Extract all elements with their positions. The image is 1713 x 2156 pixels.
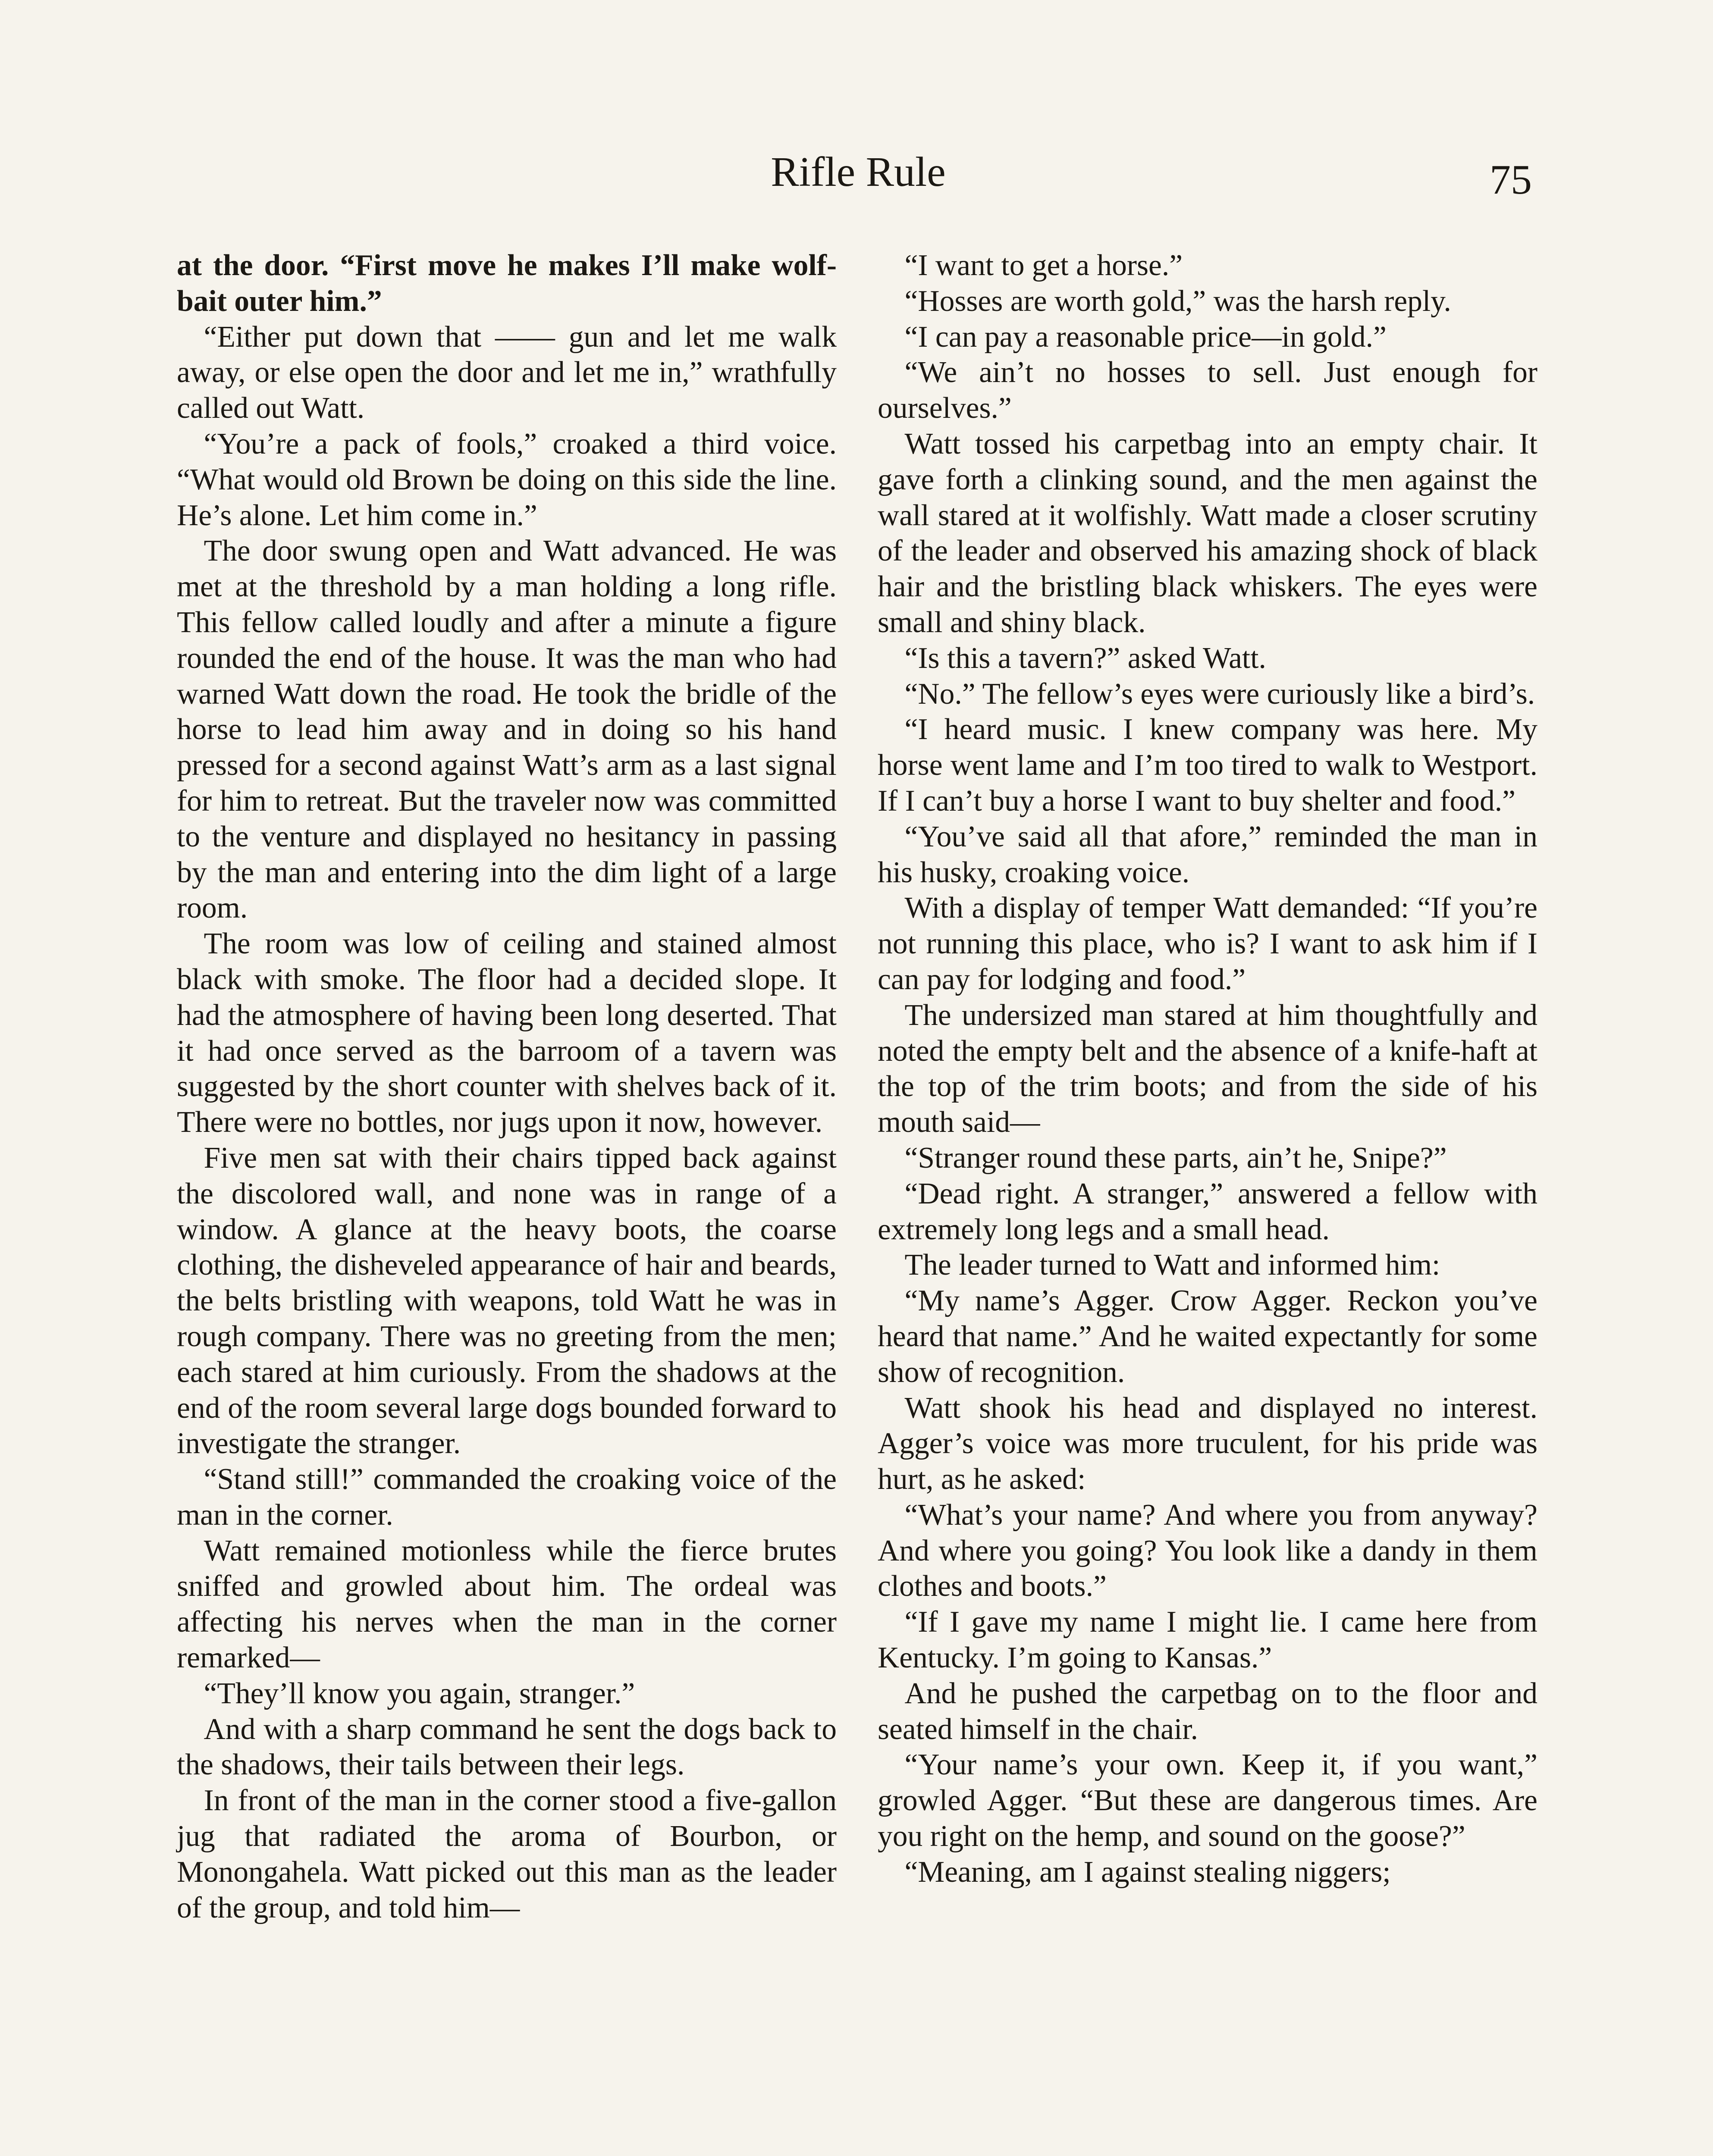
paragraph: “Is this a tavern?” asked Watt. <box>904 641 1266 675</box>
paragraph: “My name’s Agger. Crow Agger. Reckon you’ve heard that name.” And he waited expectantly for some show of recognition. <box>878 1284 1537 1389</box>
paragraph: “No.” The fellow’s eyes were curiously like a bird’s. <box>904 677 1535 711</box>
paragraph: Watt tossed his carpetbag into an empty chair. It gave forth a clinking sound, and the men against the wall stared at it wolfishly. Watt made a closer scrutiny of the leader and observed his amazing shock of black hair and the bristling black whiskers. The eyes were small and shiny black. <box>878 427 1537 639</box>
paragraph: And with a sharp command he sent the dogs back to the shadows, their tails between their legs. <box>177 1712 837 1782</box>
paragraph: “I want to get a horse.” <box>904 249 1183 282</box>
left-column <box>177 248 837 1926</box>
paragraph: “We ain’t no hosses to sell. Just enough for ourselves.” <box>878 356 1537 425</box>
paragraph: “I can pay a reasonable price—in gold.” <box>904 320 1387 354</box>
paragraph: The leader turned to Watt and informed him: <box>904 1248 1440 1282</box>
running-head-title: Rifle Rule <box>771 149 946 195</box>
paragraph: “Stand still!” commanded the croaking voice of the man in the corner. <box>177 1463 837 1532</box>
paragraph: at the door. “First move he makes I’ll make wolf-bait outer him.” <box>177 249 837 318</box>
paragraph: In front of the man in the corner stood a five-gallon jug that radiated the aroma of Bourbon, or Monongahela. Watt picked out this man as the leader of the group, and told him— <box>177 1784 837 1924</box>
paragraph: “Either put down that —— gun and let me walk away, or else open the door and let me in,” wrathfully called out Watt. <box>177 320 837 425</box>
paragraph: “I heard music. I knew company was here. My horse went lame and I’m too tired to walk to Westport. If I can’t buy a horse I want to buy shelter and food.” <box>878 713 1537 818</box>
paragraph: With a display of temper Watt demanded: “If you’re not running this place, who is? I want to ask him if I can pay for lodging and food.” <box>878 891 1537 996</box>
paragraph: Watt remained motionless while the fierce brutes sniffed and growled about him. The ordeal was affecting his nerves when the man in the corner remarked— <box>177 1534 837 1675</box>
paragraph: “Stranger round these parts, ain’t he, Snipe?” <box>904 1141 1447 1175</box>
paragraph: “Hosses are worth gold,” was the harsh reply. <box>904 284 1451 318</box>
page-number: 75 <box>1490 157 1532 203</box>
paragraph: And he pushed the carpetbag on to the floor and seated himself in the chair. <box>878 1677 1537 1746</box>
paragraph: “Dead right. A stranger,” answered a fellow with extremely long legs and a small head. <box>878 1177 1537 1246</box>
right-column <box>878 248 1537 1890</box>
paragraph: “Meaning, am I against stealing niggers; <box>904 1855 1391 1889</box>
paragraph: “Your name’s your own. Keep it, if you want,” growled Agger. “But these are dangerous times. Are you right on the hemp, and sound on the goose?” <box>878 1748 1537 1853</box>
paragraph: “What’s your name? And where you from anyway? And where you going? You look like a dandy in them clothes and boots.” <box>878 1498 1537 1603</box>
paragraph: “If I gave my name I might lie. I came here from Kentucky. I’m going to Kansas.” <box>878 1605 1537 1675</box>
paragraph: “You’ve said all that afore,” reminded the man in his husky, croaking voice. <box>878 820 1537 889</box>
paragraph: “They’ll know you again, stranger.” <box>204 1677 635 1710</box>
paragraph: The room was low of ceiling and stained almost black with smoke. The floor had a decided slope. It had the atmosphere of having been long deserted. That it had once served as the barroom of a tavern was suggested by the short counter with shelves back of it. There were no bottles, nor jugs upon it now, however. <box>177 927 837 1139</box>
paragraph: “You’re a pack of fools,” croaked a third voice. “What would old Brown be doing on this side the line. He’s alone. Let him come in.” <box>177 427 837 532</box>
paragraph: The door swung open and Watt advanced. He was met at the threshold by a man holding a long rifle. This fellow called loudly and after a minute a figure rounded the end of the house. It was the man who had warned Watt down the road. He took the bridle of the horse to lead him away and in doing so his hand pressed for a second against Watt’s arm as a last signal for him to retreat. But the traveler now was committed to the venture and displayed no hesitancy in passing by the man and entering into the dim light of a large room. <box>177 534 837 925</box>
paragraph: Five men sat with their chairs tipped back against the discolored wall, and none was in range of a window. A glance at the heavy boots, the coarse clothing, the disheveled appearance of hair and beards, the belts bristling with weapons, told Watt he was in rough company. There was no greeting from the men; each stared at him curiously. From the shadows at the end of the room several large dogs bounded forward to investigate the stranger. <box>177 1141 837 1460</box>
paragraph: The undersized man stared at him thoughtfully and noted the empty belt and the absence of a knife-haft at the top of the trim boots; and from the side of his mouth said— <box>878 998 1537 1139</box>
paragraph: Watt shook his head and displayed no interest. Agger’s voice was more truculent, for his pride was hurt, as he asked: <box>878 1391 1537 1496</box>
